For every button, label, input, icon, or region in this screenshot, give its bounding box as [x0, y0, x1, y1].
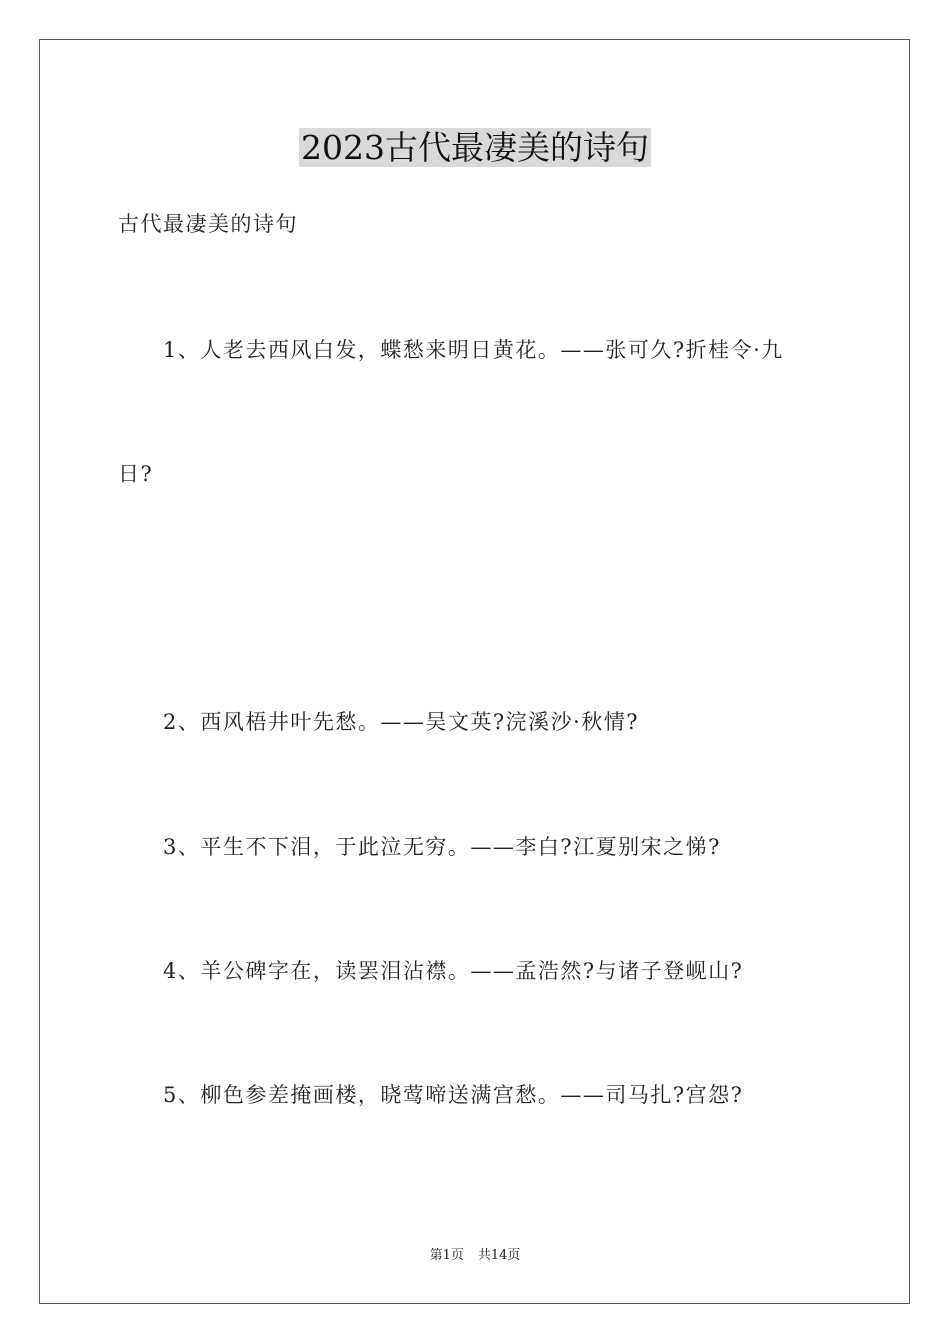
document-title [0, 126, 950, 170]
poem-line-3: 3、平生不下泪，于此泣无穷。——李白?江夏别宋之悌? [163, 835, 721, 859]
page-footer [0, 1247, 950, 1265]
poem-line-5: 5、柳色参差掩画楼，晓莺啼送满宫愁。——司马扎?宫怨? [163, 1083, 744, 1107]
poem-line-1: 1、人老去西风白发，蝶愁来明日黄花。——张可久?折桂令·九 [163, 338, 784, 362]
poem-line-1-continued: 日? [118, 462, 154, 486]
page-total: 共14页 [477, 1248, 521, 1263]
page-number: 第1页 [429, 1248, 464, 1263]
poem-line-4: 4、羊公碑字在，读罢泪沾襟。——孟浩然?与诸子登岘山? [163, 959, 744, 983]
poem-line-2: 2、西风梧井叶先愁。——吴文英?浣溪沙·秋情? [163, 710, 640, 734]
document-title-text: 2023古代最凄美的诗句 [301, 128, 649, 167]
document-subtitle: 古代最凄美的诗句 [118, 212, 298, 236]
